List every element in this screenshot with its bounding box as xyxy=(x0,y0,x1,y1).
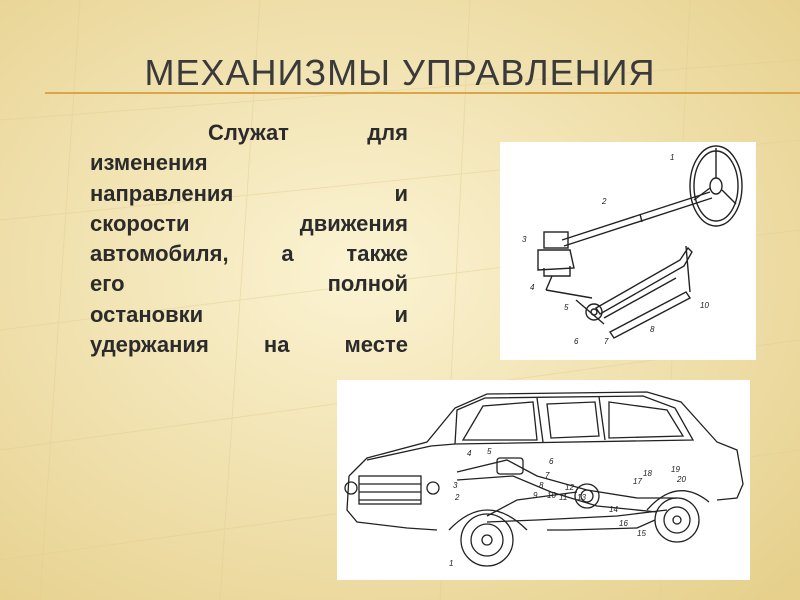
callout-label: 19 xyxy=(671,465,680,474)
callout-label: 14 xyxy=(609,505,618,514)
callout-label: 17 xyxy=(633,477,642,486)
car-brake-system-diagram xyxy=(337,380,750,580)
body-line: направления и xyxy=(90,180,408,206)
car-headlight xyxy=(345,482,357,494)
body-line: остановки и xyxy=(90,301,408,327)
callout-label: 2 xyxy=(602,197,607,206)
body-line: автомобиля, а также xyxy=(90,241,408,267)
body-line: Служат для xyxy=(208,120,408,145)
rear-wheel xyxy=(655,498,699,542)
steering-mechanism-drawing xyxy=(500,142,756,360)
body-paragraph xyxy=(90,118,408,360)
callout-label: 16 xyxy=(619,519,628,528)
callout-label: 8 xyxy=(650,325,655,334)
steering-knuckle xyxy=(586,304,602,320)
callout-label: 8 xyxy=(539,481,544,490)
callout-label: 5 xyxy=(487,447,492,456)
car-drawing xyxy=(337,380,750,580)
callout-label: 6 xyxy=(549,457,554,466)
callout-label: 3 xyxy=(522,235,527,244)
callout-label: 9 xyxy=(533,491,538,500)
slide-title: МЕХАНИЗМЫ УПРАВЛЕНИЯ xyxy=(144,52,656,93)
callout-label: 4 xyxy=(530,283,535,292)
body-line: скорости движения xyxy=(90,210,408,236)
callout-label: 4 xyxy=(467,449,472,458)
callout-label: 12 xyxy=(565,483,574,492)
callout-label: 20 xyxy=(677,475,686,484)
body-line: его полной xyxy=(90,271,408,297)
callout-label: 7 xyxy=(545,471,550,480)
callout-label: 15 xyxy=(637,529,646,538)
callout-label: 7 xyxy=(604,337,609,346)
body-line: изменения xyxy=(90,150,208,176)
body-line: удержания на месте xyxy=(90,332,408,358)
callout-label: 5 xyxy=(564,303,569,312)
callout-label: 1 xyxy=(670,153,675,162)
callout-label: 10 xyxy=(547,491,556,500)
callout-label: 10 xyxy=(700,301,709,310)
callout-label: 1 xyxy=(449,559,454,568)
steering-wheel-hub xyxy=(710,178,722,194)
callout-label: 6 xyxy=(574,337,579,346)
callout-label: 18 xyxy=(643,469,652,478)
callout-label: 3 xyxy=(453,481,458,490)
callout-label: 13 xyxy=(577,493,586,502)
title-divider xyxy=(45,92,800,94)
steering-mechanism-diagram xyxy=(500,142,756,360)
steering-column xyxy=(562,192,710,240)
callout-label: 11 xyxy=(559,493,568,502)
callout-label: 2 xyxy=(455,493,460,502)
